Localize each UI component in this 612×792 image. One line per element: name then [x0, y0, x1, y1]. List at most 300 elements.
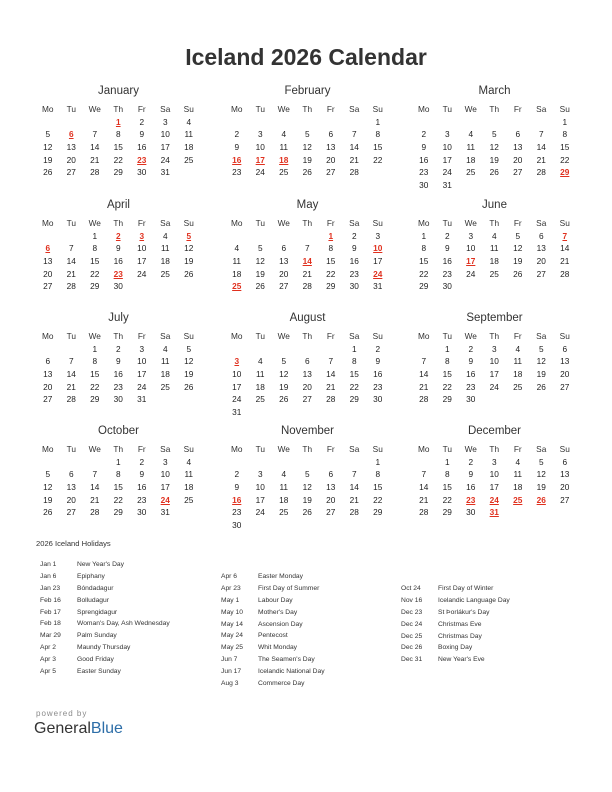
weekday-label: We [277, 331, 290, 341]
holiday-name: Good Friday [77, 656, 114, 664]
month-may [225, 198, 390, 293]
day-cell: 19 [255, 268, 265, 279]
day-cell: 10 [489, 469, 499, 480]
weekday-label: Tu [255, 331, 265, 341]
generalblue-logo[interactable] [34, 720, 123, 738]
month-name: August [289, 312, 326, 324]
holiday-day: 25 [513, 494, 523, 505]
day-cell: 15 [349, 369, 359, 380]
day-cell: 6 [328, 469, 334, 480]
day-cell: 26 [43, 507, 53, 518]
day-cell: 29 [373, 507, 383, 518]
day-cell: 5 [538, 456, 544, 467]
holiday-row [40, 607, 220, 619]
day-cell: 7 [68, 356, 74, 367]
day-cell: 1 [562, 116, 568, 127]
day-cell: 31 [442, 180, 452, 191]
holiday-name: Woman's Day, Ash Wednesday [77, 620, 170, 628]
holiday-date: Dec 25 [401, 632, 423, 640]
weekday-label: Fr [326, 444, 335, 454]
day-cell: 27 [66, 167, 76, 178]
holiday-day: 7 [562, 230, 568, 241]
weekday-label: Su [559, 104, 570, 114]
day-cell: 4 [162, 343, 168, 354]
day-cell: 8 [375, 469, 381, 480]
day-cell: 13 [513, 142, 523, 153]
empty-cell [530, 116, 554, 129]
weekday-label: We [88, 331, 101, 341]
holiday-date: Apr 5 [40, 668, 56, 676]
day-cell: 27 [43, 281, 53, 292]
day-cell: 29 [90, 394, 100, 405]
day-cell: 4 [281, 129, 287, 140]
day-cell: 31 [232, 407, 242, 418]
day-cell: 10 [466, 243, 476, 254]
weekday-label: Th [302, 444, 313, 454]
day-cell: 18 [160, 369, 170, 380]
day-cell: 16 [113, 256, 123, 267]
empty-cell [296, 116, 320, 129]
day-cell: 9 [115, 356, 121, 367]
month-grid [36, 217, 201, 293]
weekday-label: Sa [160, 444, 171, 454]
day-cell: 25 [279, 167, 289, 178]
day-cell: 31 [160, 507, 170, 518]
weekday-label: Mo [41, 444, 54, 454]
day-cell: 15 [90, 369, 100, 380]
holiday-row [221, 642, 401, 654]
day-cell: 7 [421, 469, 427, 480]
day-cell: 3 [444, 129, 450, 140]
day-cell: 3 [375, 230, 381, 241]
day-cell: 8 [375, 129, 381, 140]
holiday-name: Maundy Thursday [77, 644, 131, 652]
month-grid [412, 443, 577, 519]
day-cell: 20 [326, 154, 336, 165]
day-cell: 15 [90, 256, 100, 267]
day-cell: 22 [419, 268, 429, 279]
day-cell: 30 [137, 507, 147, 518]
holiday-row [221, 630, 401, 642]
month-july [36, 311, 201, 406]
weekday-label: Th [489, 444, 500, 454]
day-cell: 31 [137, 394, 147, 405]
weekday-label: Tu [442, 104, 452, 114]
empty-cell [272, 116, 296, 129]
day-cell: 17 [442, 154, 452, 165]
weekday-label: Fr [513, 444, 522, 454]
empty-cell [272, 230, 296, 243]
holiday-date: May 25 [221, 644, 243, 652]
weekday-label: Fr [326, 331, 335, 341]
holiday-day: 10 [373, 243, 383, 254]
empty-cell [319, 343, 343, 356]
day-cell: 25 [279, 507, 289, 518]
holiday-row [40, 666, 220, 678]
day-cell: 2 [421, 129, 427, 140]
day-cell: 4 [515, 343, 521, 354]
day-cell: 30 [113, 394, 123, 405]
day-cell: 4 [257, 356, 263, 367]
day-cell: 18 [184, 482, 194, 493]
weekday-label: Th [302, 218, 313, 228]
holiday-day: 17 [255, 154, 265, 165]
holiday-row [401, 619, 581, 631]
weekday-label: Tu [442, 218, 452, 228]
holiday-row [40, 559, 220, 571]
day-cell: 27 [560, 381, 570, 392]
day-cell: 10 [489, 356, 499, 367]
day-cell: 27 [326, 167, 336, 178]
day-cell: 3 [257, 469, 263, 480]
month-june [412, 198, 577, 293]
day-cell: 5 [45, 129, 51, 140]
empty-cell [459, 116, 483, 129]
day-cell: 28 [90, 507, 100, 518]
holiday-date: Dec 26 [401, 644, 423, 652]
empty-cell [506, 116, 530, 129]
holiday-row [40, 571, 220, 583]
day-cell: 3 [162, 116, 168, 127]
day-cell: 17 [137, 256, 147, 267]
month-august [225, 311, 390, 419]
month-grid [412, 217, 577, 293]
day-cell: 9 [468, 469, 474, 480]
day-cell: 27 [66, 507, 76, 518]
day-cell: 31 [160, 167, 170, 178]
weekday-label: Fr [513, 218, 522, 228]
holiday-row [40, 595, 220, 607]
day-cell: 30 [137, 167, 147, 178]
day-cell: 14 [66, 369, 76, 380]
day-cell: 8 [115, 129, 121, 140]
holiday-date: Feb 18 [40, 620, 61, 628]
holiday-name: First Day of Winter [438, 585, 494, 592]
day-cell: 11 [160, 356, 170, 367]
holiday-row [401, 595, 581, 607]
holiday-date: Dec 31 [401, 656, 423, 664]
holiday-date: Jun 7 [221, 656, 238, 664]
day-cell: 9 [139, 469, 145, 480]
day-cell: 7 [68, 243, 74, 254]
day-cell: 7 [351, 129, 357, 140]
day-cell: 17 [489, 482, 499, 493]
day-cell: 15 [113, 482, 123, 493]
day-cell: 2 [468, 456, 474, 467]
day-cell: 10 [255, 142, 265, 153]
day-cell: 6 [45, 356, 51, 367]
weekday-label: Sa [349, 218, 360, 228]
day-cell: 22 [373, 154, 383, 165]
day-cell: 16 [137, 482, 147, 493]
day-cell: 12 [255, 256, 265, 267]
holiday-date: Feb 16 [40, 596, 61, 604]
day-cell: 6 [281, 243, 287, 254]
day-cell: 10 [160, 469, 170, 480]
day-cell: 9 [375, 356, 381, 367]
weekday-label: Th [113, 104, 124, 114]
day-cell: 28 [419, 394, 429, 405]
day-cell: 21 [349, 154, 359, 165]
day-cell: 5 [538, 343, 544, 354]
day-cell: 23 [349, 268, 359, 279]
day-cell: 18 [489, 256, 499, 267]
day-cell: 13 [66, 482, 76, 493]
empty-cell [249, 343, 273, 356]
day-cell: 30 [113, 281, 123, 292]
weekday-label: Mo [417, 218, 430, 228]
weekday-label: Sa [349, 444, 360, 454]
weekday-label: Th [113, 218, 124, 228]
day-cell: 25 [184, 154, 194, 165]
day-cell: 15 [373, 142, 383, 153]
day-cell: 21 [302, 268, 312, 279]
day-cell: 1 [375, 456, 381, 467]
holiday-row [401, 607, 581, 619]
weekday-label: Mo [230, 444, 243, 454]
day-cell: 25 [255, 394, 265, 405]
day-cell: 14 [536, 142, 546, 153]
day-cell: 28 [349, 507, 359, 518]
day-cell: 13 [43, 369, 53, 380]
month-grid [412, 103, 577, 192]
day-cell: 11 [513, 469, 523, 480]
day-cell: 12 [302, 482, 312, 493]
weekday-label: Fr [513, 104, 522, 114]
weekday-label: Su [559, 331, 570, 341]
day-cell: 23 [232, 507, 242, 518]
day-cell: 18 [160, 256, 170, 267]
day-cell: 3 [139, 343, 145, 354]
weekday-label: We [464, 104, 477, 114]
day-cell: 26 [536, 381, 546, 392]
day-cell: 28 [90, 167, 100, 178]
month-name: June [482, 199, 507, 211]
day-cell: 6 [304, 356, 310, 367]
day-cell: 27 [560, 494, 570, 505]
holiday-day: 1 [115, 116, 121, 127]
day-cell: 24 [137, 381, 147, 392]
holiday-name: Christmas Eve [438, 620, 482, 628]
day-cell: 2 [139, 456, 145, 467]
day-cell: 20 [279, 268, 289, 279]
day-cell: 15 [373, 482, 383, 493]
day-cell: 30 [232, 520, 242, 531]
day-cell: 17 [137, 369, 147, 380]
month-grid [225, 103, 390, 179]
day-cell: 26 [184, 381, 194, 392]
holiday-row [221, 583, 401, 595]
holiday-day: 23 [113, 268, 123, 279]
day-cell: 18 [255, 381, 265, 392]
day-cell: 22 [373, 494, 383, 505]
empty-cell [319, 116, 343, 129]
holiday-date: Mar 29 [40, 632, 61, 640]
empty-cell [272, 456, 296, 469]
day-cell: 20 [560, 369, 570, 380]
day-cell: 14 [90, 142, 100, 153]
weekday-label: Mo [417, 444, 430, 454]
day-cell: 29 [326, 281, 336, 292]
day-cell: 21 [419, 494, 429, 505]
day-cell: 13 [560, 356, 570, 367]
weekday-label: Mo [230, 331, 243, 341]
day-cell: 17 [255, 494, 265, 505]
empty-cell [296, 230, 320, 243]
day-cell: 7 [328, 356, 334, 367]
empty-cell [36, 116, 60, 129]
day-cell: 23 [442, 268, 452, 279]
day-cell: 1 [444, 343, 450, 354]
weekday-label: We [88, 218, 101, 228]
holiday-day: 29 [560, 167, 570, 178]
day-cell: 14 [90, 482, 100, 493]
empty-cell [296, 456, 320, 469]
day-cell: 30 [419, 180, 429, 191]
holiday-row [221, 595, 401, 607]
holiday-name: Whit Monday [258, 644, 298, 652]
day-cell: 24 [489, 381, 499, 392]
day-cell: 1 [115, 456, 121, 467]
day-cell: 22 [113, 154, 123, 165]
month-september [412, 311, 577, 406]
holiday-name: First Day of Summer [258, 584, 320, 592]
month-january [36, 84, 201, 179]
day-cell: 15 [560, 142, 570, 153]
day-cell: 13 [279, 256, 289, 267]
holiday-row [40, 654, 220, 666]
weekday-label: Th [113, 331, 124, 341]
weekday-label: Tu [66, 444, 76, 454]
powered-by-text: powered by [36, 709, 88, 718]
holiday-day: 24 [373, 268, 383, 279]
holiday-day: 2 [115, 230, 121, 241]
month-grid [225, 330, 390, 419]
day-cell: 2 [139, 116, 145, 127]
holiday-name: Sprengidagur [77, 608, 118, 616]
day-cell: 19 [513, 256, 523, 267]
day-cell: 22 [442, 494, 452, 505]
day-cell: 7 [92, 129, 98, 140]
month-name: February [284, 85, 331, 97]
day-cell: 10 [255, 482, 265, 493]
weekday-label: Tu [255, 104, 265, 114]
day-cell: 1 [375, 116, 381, 127]
day-cell: 26 [184, 268, 194, 279]
holiday-day: 16 [232, 494, 242, 505]
day-cell: 30 [349, 281, 359, 292]
day-cell: 19 [536, 369, 546, 380]
month-name: September [466, 312, 523, 324]
day-cell: 3 [491, 343, 497, 354]
day-cell: 29 [113, 167, 123, 178]
holiday-name: Palm Sunday [77, 632, 117, 640]
day-cell: 17 [489, 369, 499, 380]
day-cell: 16 [349, 256, 359, 267]
day-cell: 28 [349, 167, 359, 178]
holiday-day: 3 [234, 356, 240, 367]
weekday-label: Tu [66, 331, 76, 341]
month-december [412, 424, 577, 519]
holidays-title: 2026 Iceland Holidays [36, 539, 111, 548]
day-cell: 1 [92, 230, 98, 241]
weekday-label: Sa [536, 331, 547, 341]
weekday-label: Sa [349, 331, 360, 341]
holiday-day: 26 [536, 494, 546, 505]
day-cell: 24 [466, 268, 476, 279]
month-grid [225, 443, 390, 532]
holiday-column [221, 571, 401, 690]
empty-cell [225, 116, 249, 129]
holiday-name: Icelandic Language Day [438, 596, 510, 604]
day-cell: 28 [302, 281, 312, 292]
day-cell: 2 [115, 343, 121, 354]
weekday-label: We [464, 218, 477, 228]
holiday-date: Apr 6 [221, 573, 237, 580]
day-cell: 24 [160, 154, 170, 165]
day-cell: 7 [92, 469, 98, 480]
month-november [225, 424, 390, 532]
day-cell: 8 [92, 356, 98, 367]
holiday-name: St Þorlákur's Day [438, 608, 490, 616]
holiday-date: Aug 3 [221, 680, 239, 688]
day-cell: 24 [442, 167, 452, 178]
day-cell: 12 [489, 142, 499, 153]
holiday-day: 17 [466, 256, 476, 267]
day-cell: 23 [113, 381, 123, 392]
day-cell: 21 [90, 494, 100, 505]
holiday-day: 31 [489, 507, 499, 518]
day-cell: 14 [349, 142, 359, 153]
day-cell: 7 [538, 129, 544, 140]
day-cell: 9 [139, 129, 145, 140]
day-cell: 18 [232, 268, 242, 279]
day-cell: 25 [466, 167, 476, 178]
day-cell: 15 [419, 256, 429, 267]
weekday-label: Tu [442, 331, 452, 341]
holiday-row [221, 571, 401, 583]
holiday-date: Dec 23 [401, 608, 423, 616]
day-cell: 16 [442, 256, 452, 267]
day-cell: 23 [373, 381, 383, 392]
weekday-label: Fr [326, 104, 335, 114]
day-cell: 13 [560, 469, 570, 480]
empty-cell [225, 456, 249, 469]
day-cell: 4 [468, 129, 474, 140]
day-cell: 27 [279, 281, 289, 292]
holiday-day: 24 [160, 494, 170, 505]
day-cell: 6 [68, 469, 74, 480]
weekday-label: Tu [442, 444, 452, 454]
day-cell: 18 [513, 369, 523, 380]
day-cell: 6 [515, 129, 521, 140]
holiday-day: 23 [466, 494, 476, 505]
day-cell: 9 [444, 243, 450, 254]
day-cell: 12 [43, 142, 53, 153]
month-name: July [108, 312, 129, 324]
holiday-day: 3 [139, 230, 145, 241]
weekday-label: Sa [160, 104, 171, 114]
weekday-label: Su [372, 218, 383, 228]
day-cell: 24 [255, 167, 265, 178]
day-cell: 14 [419, 482, 429, 493]
holiday-name: Easter Monday [258, 573, 303, 580]
day-cell: 3 [162, 456, 168, 467]
holiday-date: May 1 [221, 596, 240, 604]
holiday-date: Apr 2 [40, 644, 56, 652]
logo-text-blue: Blue [90, 720, 123, 737]
weekday-label: Sa [536, 104, 547, 114]
